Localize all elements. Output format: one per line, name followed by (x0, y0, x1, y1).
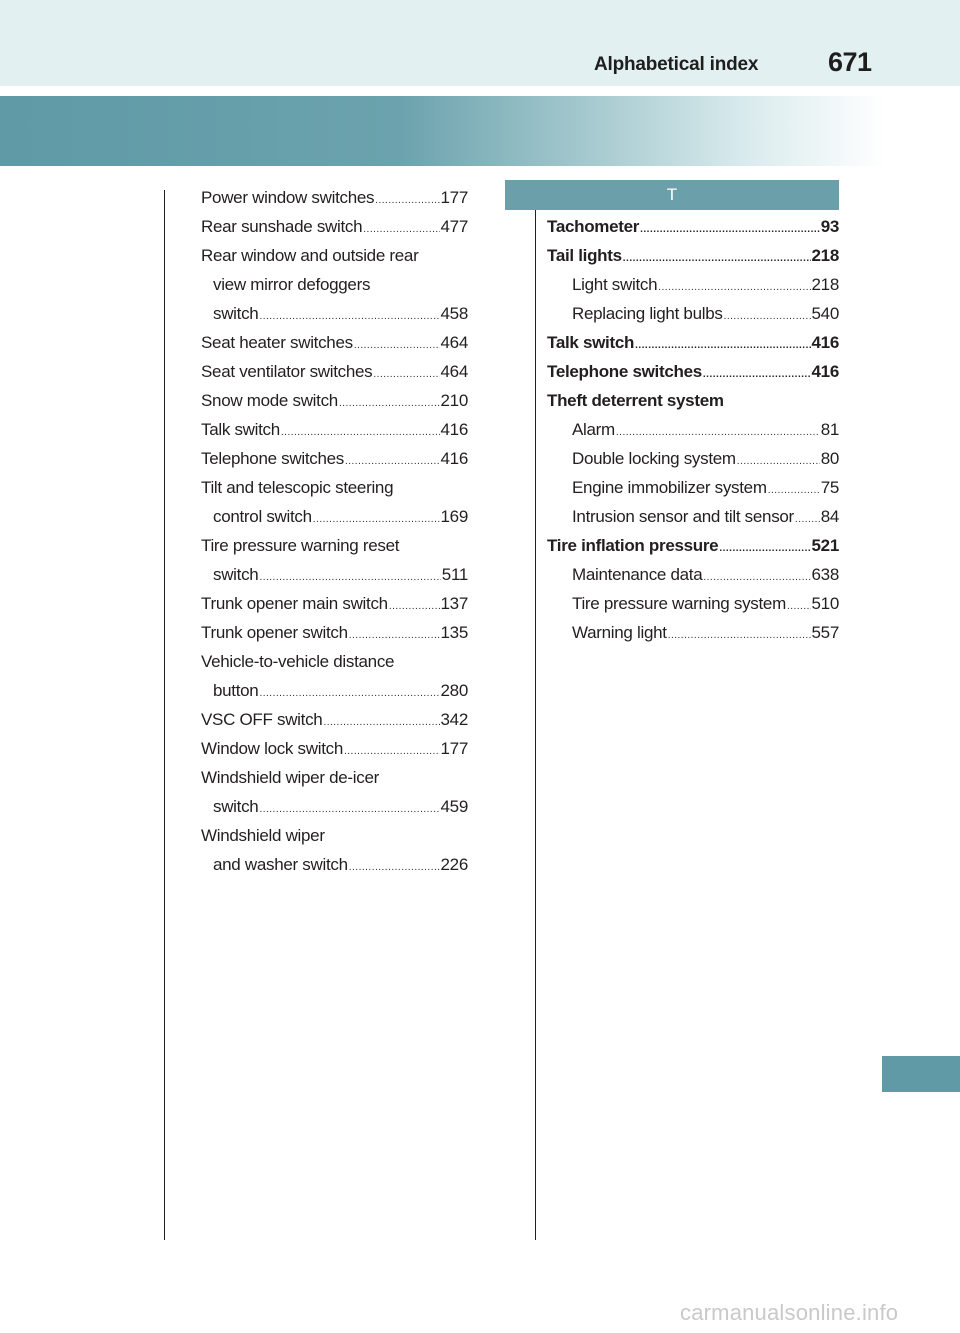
index-entry[interactable] (201, 328, 468, 357)
dot-leader (635, 331, 810, 360)
index-page-number[interactable]: 464 (440, 362, 468, 381)
index-entry-label: Engine immobilizer system (572, 478, 767, 497)
index-page-number[interactable]: 218 (811, 275, 839, 294)
dot-leader (344, 737, 440, 766)
index-entry[interactable] (201, 850, 468, 879)
index-entry-label: button (213, 681, 259, 700)
index-entry-label: VSC OFF switch (201, 710, 323, 729)
index-page-number[interactable]: 177 (440, 188, 468, 207)
index-page-number[interactable]: 510 (811, 594, 839, 613)
dot-leader (363, 215, 439, 244)
index-entry-label: Replacing light bulbs (572, 304, 723, 323)
index-entry[interactable] (547, 531, 839, 560)
page-title: Alphabetical index (594, 54, 759, 75)
dot-leader (719, 534, 810, 563)
dot-leader (703, 563, 810, 592)
index-page-number[interactable]: 416 (811, 362, 839, 381)
index-page-number[interactable]: 81 (820, 420, 839, 439)
index-page-number[interactable]: 177 (440, 739, 468, 758)
index-entry[interactable] (547, 212, 839, 241)
index-entry-label: Telephone switches (201, 449, 344, 468)
index-page-number[interactable]: 210 (440, 391, 468, 410)
index-entry-label: Warning light (572, 623, 667, 642)
dot-leader (623, 244, 811, 273)
dot-leader (313, 505, 440, 534)
index-entry-label: Power window switches (201, 188, 375, 207)
index-entry-label: Telephone switches (547, 362, 702, 381)
index-entry[interactable] (547, 415, 839, 444)
dot-leader (281, 418, 440, 447)
index-page-number[interactable]: 638 (811, 565, 839, 584)
index-entry[interactable] (547, 241, 839, 270)
index-entry-label: Intrusion sensor and tilt sensor (572, 507, 794, 526)
index-entry-label: Tire inflation pressure (547, 536, 719, 555)
index-entry[interactable] (547, 589, 839, 618)
index-entry-label: Tire pressure warning system (572, 594, 786, 613)
index-page-number[interactable]: 458 (440, 304, 468, 323)
dot-leader (703, 360, 811, 389)
index-entry-label: Window lock switch (201, 739, 343, 758)
dot-leader (349, 621, 440, 650)
index-entry-label: and washer switch (213, 855, 348, 874)
index-entry[interactable] (201, 618, 468, 647)
index-heading: view mirror defoggers (213, 275, 371, 294)
dot-leader (373, 360, 439, 389)
index-page-number[interactable]: 464 (440, 333, 468, 352)
watermark: carmanualsonline.info (680, 1300, 899, 1325)
dot-leader (339, 389, 440, 418)
index-entry-label: Talk switch (201, 420, 280, 439)
index-page-number[interactable]: 477 (440, 217, 468, 236)
index-entry[interactable] (547, 473, 839, 502)
index-page-number[interactable]: 416 (811, 333, 839, 352)
index-page-number[interactable]: 280 (440, 681, 468, 700)
index-page-number[interactable]: 84 (820, 507, 839, 526)
index-page-number[interactable]: 342 (440, 710, 468, 729)
index-heading: Theft deterrent system (547, 391, 724, 410)
index-entry-label: Seat ventilator switches (201, 362, 373, 381)
index-entry[interactable] (201, 560, 468, 589)
index-entry[interactable] (201, 444, 468, 473)
dot-leader (345, 447, 440, 476)
index-entry-label: switch (213, 304, 259, 323)
index-page-number[interactable]: 218 (811, 246, 839, 265)
header-gradient-bar (0, 96, 885, 166)
index-entry-label: Trunk opener main switch (201, 594, 388, 613)
dot-leader (349, 853, 440, 882)
index-entry[interactable] (547, 560, 839, 589)
index-entry[interactable] (201, 792, 468, 821)
dot-leader (354, 331, 440, 360)
index-entry-label: Tail lights (547, 246, 622, 265)
index-entry[interactable] (547, 502, 839, 531)
index-page-number[interactable]: 416 (440, 449, 468, 468)
index-entry[interactable] (547, 618, 839, 647)
section-letter-header: T (505, 180, 839, 210)
index-entry[interactable] (201, 299, 468, 328)
index-entry[interactable] (201, 502, 468, 531)
index-entry[interactable] (201, 386, 468, 415)
index-heading: Vehicle-to-vehicle distance (201, 652, 395, 671)
index-page-number[interactable]: 75 (820, 478, 839, 497)
index-entry-label: Trunk opener switch (201, 623, 348, 642)
index-entry[interactable] (201, 212, 468, 241)
index-entry-label: Snow mode switch (201, 391, 338, 410)
index-page-number[interactable]: 511 (441, 565, 468, 584)
chapter-thumb-tab[interactable] (882, 1056, 960, 1092)
index-entry-label: Maintenance data (572, 565, 703, 584)
index-entry[interactable] (201, 589, 468, 618)
dot-leader (616, 418, 820, 447)
index-heading: Tire pressure warning reset (201, 536, 400, 555)
dot-leader (795, 505, 820, 534)
index-entry[interactable] (201, 357, 468, 386)
index-column-left (201, 183, 468, 879)
index-page-number[interactable]: 169 (440, 507, 468, 526)
index-heading: Tilt and telescopic steering (201, 478, 394, 497)
index-heading: Rear window and outside rear (201, 246, 419, 265)
index-page-number[interactable]: 226 (440, 855, 468, 874)
index-entry[interactable] (547, 299, 839, 328)
dot-leader (737, 447, 820, 476)
index-entry[interactable] (201, 734, 468, 763)
index-page-number[interactable]: 557 (811, 623, 839, 642)
left-column-rule (164, 190, 165, 1240)
dot-leader (389, 592, 440, 621)
index-entry-label: Rear sunshade switch (201, 217, 363, 236)
dot-leader (724, 302, 811, 331)
index-entry[interactable] (547, 357, 839, 386)
index-entry-label: Double locking system (572, 449, 736, 468)
dot-leader (259, 302, 439, 331)
index-page-number[interactable]: 416 (440, 420, 468, 439)
index-page-number[interactable]: 93 (820, 217, 839, 236)
dot-leader (259, 795, 439, 824)
index-entry-label: Alarm (572, 420, 615, 439)
index-entry[interactable] (201, 705, 468, 734)
index-entry-label: Tachometer (547, 217, 640, 236)
index-page-number[interactable]: 80 (820, 449, 839, 468)
index-entry[interactable] (201, 183, 468, 212)
header-band (0, 0, 960, 86)
middle-column-rule (535, 190, 536, 1240)
index-page-number[interactable]: 521 (811, 536, 839, 555)
index-page-number[interactable]: 540 (811, 304, 839, 323)
dot-leader (658, 273, 810, 302)
dot-leader (768, 476, 820, 505)
index-entry-label: Light switch (572, 275, 658, 294)
dot-leader (375, 186, 439, 215)
index-page-number[interactable]: 459 (440, 797, 468, 816)
index-entry-label: switch (213, 565, 259, 584)
index-entry-label: Talk switch (547, 333, 635, 352)
index-entry[interactable] (201, 676, 468, 705)
index-entry[interactable] (547, 270, 839, 299)
index-page-number[interactable]: 137 (440, 594, 468, 613)
index-entry[interactable] (547, 328, 839, 357)
dot-leader (323, 708, 439, 737)
dot-leader (787, 592, 811, 621)
dot-leader (668, 621, 811, 650)
index-entry-label: switch (213, 797, 259, 816)
dot-leader (259, 563, 440, 592)
index-entry-label: control switch (213, 507, 312, 526)
index-column-right (547, 212, 839, 647)
index-heading: Windshield wiper (201, 826, 325, 845)
index-page-number[interactable]: 135 (440, 623, 468, 642)
dot-leader (640, 215, 820, 244)
index-heading: Windshield wiper de-icer (201, 768, 379, 787)
index-entry[interactable] (201, 415, 468, 444)
page-number: 671 (828, 47, 872, 77)
index-entry[interactable] (547, 444, 839, 473)
index-entry-label: Seat heater switches (201, 333, 353, 352)
dot-leader (259, 679, 439, 708)
